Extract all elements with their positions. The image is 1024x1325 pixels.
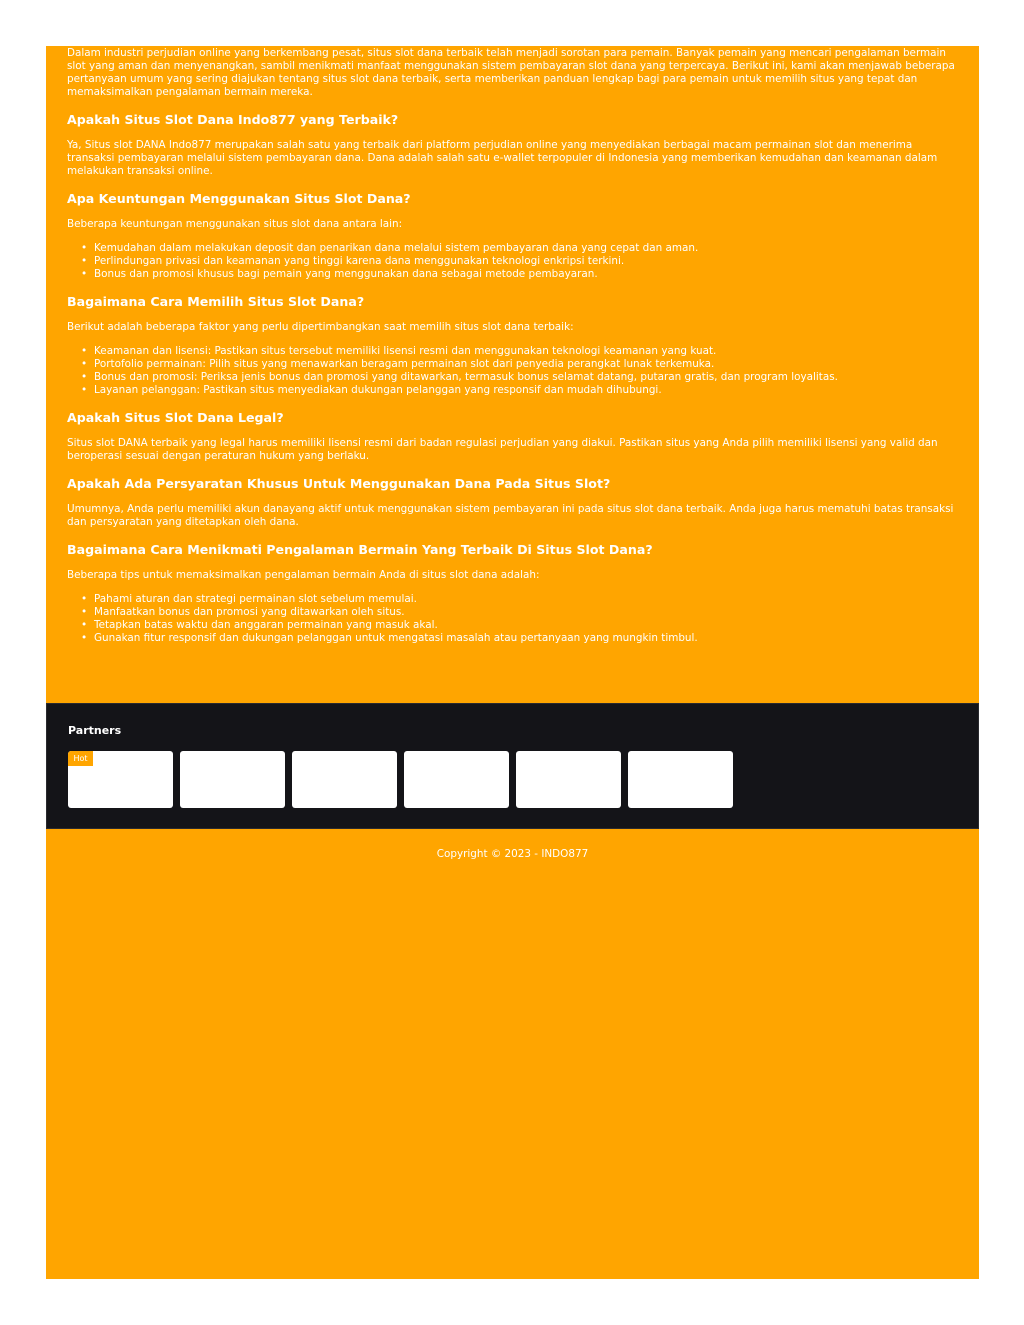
list-item: • Keamanan dan lisensi: Pastikan situs tersebut memiliki lisensi resmi dan menggunakan teknologi keamanan yang kuat.	[94, 345, 958, 358]
partner-card[interactable]	[628, 751, 733, 808]
main-page	[46, 46, 979, 1279]
list-item: • Pahami aturan dan strategi permainan slot sebelum memulai.	[94, 593, 958, 606]
partner-card[interactable]	[180, 751, 285, 808]
copyright-text: Copyright © 2023 - INDO877	[436, 848, 589, 860]
list-item: • Kemudahan dalam melakukan deposit dan penarikan dana melalui sistem pembayaran dana yang cepat dan aman.	[94, 242, 958, 255]
partner-list	[68, 751, 733, 808]
partner-card[interactable]	[516, 751, 621, 808]
section-heading-4: Apakah Situs Slot Dana Legal?	[67, 410, 284, 425]
article-content	[46, 46, 979, 645]
criteria-list	[67, 345, 958, 397]
section-text-6: Beberapa tips untuk memaksimalkan pengalaman bermain Anda di situs slot dana adalah:	[67, 569, 540, 581]
partner-card[interactable]	[404, 751, 509, 808]
partner-card[interactable]	[68, 751, 173, 808]
section-heading-6: Bagaimana Cara Menikmati Pengalaman Bermain Yang Terbaik Di Situs Slot Dana?	[67, 542, 653, 557]
tips-list	[67, 593, 958, 645]
section-heading-2: Apa Keuntungan Menggunakan Situs Slot Dana?	[67, 191, 411, 206]
list-item: • Bonus dan promosi khusus bagi pemain yang menggunakan dana sebagai metode pembayaran.	[94, 268, 958, 281]
section-text-2: Beberapa keuntungan menggunakan situs slot dana antara lain:	[67, 218, 403, 230]
section-heading-5: Apakah Ada Persyaratan Khusus Untuk Menggunakan Dana Pada Situs Slot?	[67, 476, 611, 491]
partner-card[interactable]	[292, 751, 397, 808]
section-heading-1: Apakah Situs Slot Dana Indo877 yang Terbaik?	[67, 112, 399, 127]
list-item: • Portofolio permainan: Pilih situs yang menawarkan beragam permainan slot dari penyedia perangkat lunak terkemuka.	[94, 358, 958, 371]
benefits-list	[67, 242, 958, 281]
partners-title: Partners	[68, 724, 122, 737]
list-item: • Manfaatkan bonus dan promosi yang ditawarkan oleh situs.	[94, 606, 958, 619]
list-item: • Perlindungan privasi dan keamanan yang tinggi karena dana menggunakan teknologi enkripsi terkini.	[94, 255, 958, 268]
section-heading-3: Bagaimana Cara Memilih Situs Slot Dana?	[67, 294, 365, 309]
list-item: • Gunakan fitur responsif dan dukungan pelanggan untuk mengatasi masalah atau pertanyaan yang mungkin timbul.	[94, 632, 958, 645]
section-text-1: Ya, Situs slot DANA Indo877 merupakan salah satu yang terbaik dari platform perjudian online yang menyediakan berbagai macam permainan slot dan menerima transaksi pembayaran melalui sistem pembayaran dana. Dana adalah salah satu e-wallet terpopuler di Indonesia yang memberikan kemudahan dan keamanan dalam melakukan transaksi online.	[67, 139, 938, 177]
hot-badge: Hot	[68, 751, 93, 766]
list-item: • Tetapkan batas waktu dan anggaran permainan yang masuk akal.	[94, 619, 958, 632]
list-item: • Layanan pelanggan: Pastikan situs menyediakan dukungan pelanggan yang responsif dan mudah dihubungi.	[94, 384, 958, 397]
section-text-3: Berikut adalah beberapa faktor yang perlu dipertimbangkan saat memilih situs slot dana terbaik:	[67, 321, 574, 333]
list-item: • Bonus dan promosi: Periksa jenis bonus dan promosi yang ditawarkan, termasuk bonus selamat datang, putaran gratis, dan program loyalitas.	[94, 371, 958, 384]
section-text-5: Umumnya, Anda perlu memiliki akun danayang aktif untuk menggunakan sistem pembayaran ini pada situs slot dana terbaik. Anda juga harus mematuhi batas transaksi dan persyaratan yang ditetapkan oleh dana.	[67, 503, 954, 528]
intro-paragraph: Dalam industri perjudian online yang berkembang pesat, situs slot dana terbaik telah menjadi sorotan para pemain. Banyak pemain yang mencari pengalaman bermain slot yang aman dan menyenangkan, sambil menikmati manfaat menggunakan sistem pembayaran slot dana yang terpercaya. Berikut ini, kami akan menjawab beberapa pertanyaan umum yang sering diajukan tentang situs slot dana terbaik, serta memberikan panduan lengkap bagi para pemain untuk memilih situs yang tepat dan memaksimalkan pengalaman bermain mereka.	[67, 47, 955, 98]
section-text-4: Situs slot DANA terbaik yang legal harus memiliki lisensi resmi dari badan regulasi perjudian yang diakui. Pastikan situs yang Anda pilih memiliki lisensi yang valid dan beroperasi sesuai dengan peraturan hukum yang berlaku.	[67, 437, 938, 462]
partners-section	[46, 703, 979, 829]
